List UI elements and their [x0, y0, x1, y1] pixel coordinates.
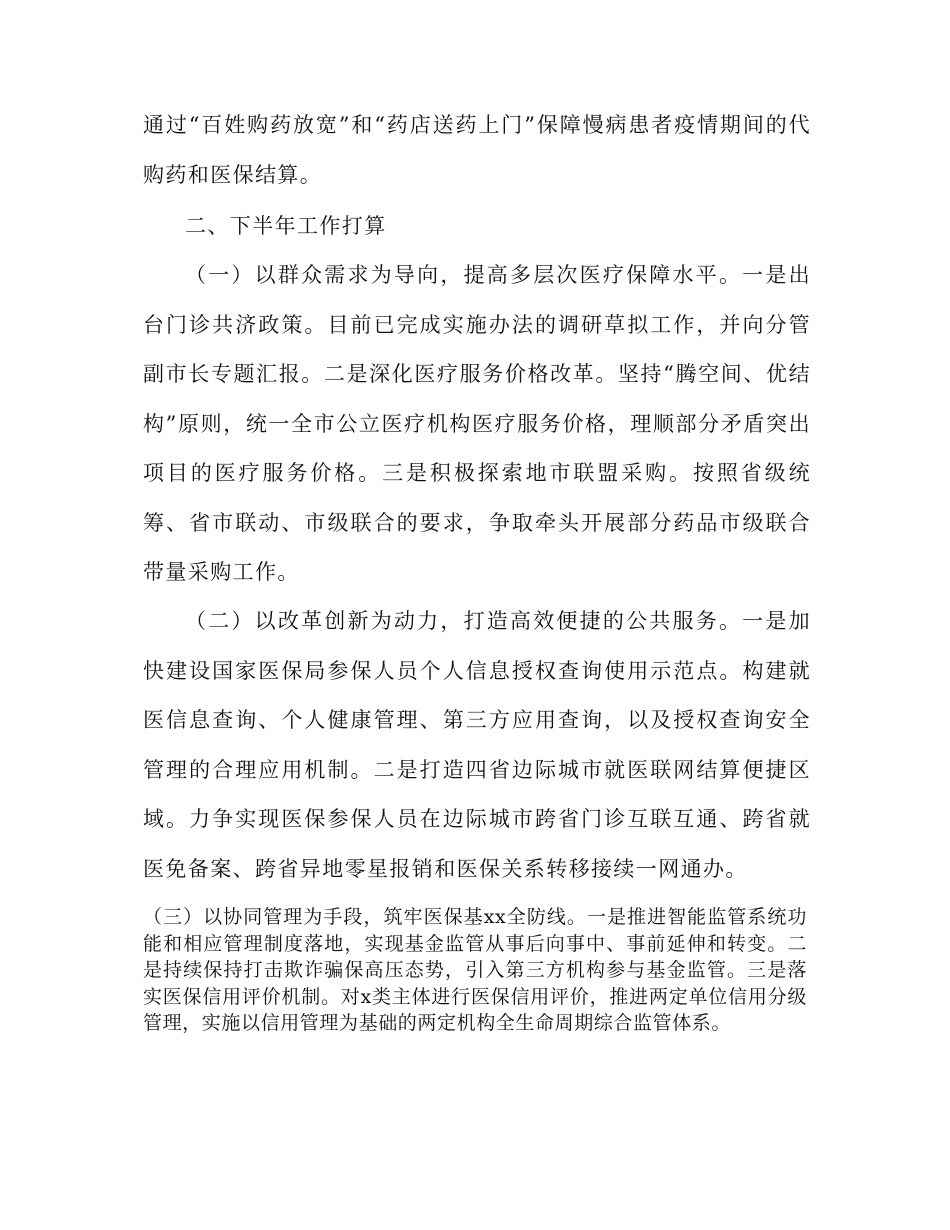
paragraph-item-1: （一）以群众需求为导向，提高多层次医疗保障水平。一是出台门诊共济政策。目前已完成实施办法的调研草拟工作，并向分管副市长专题汇报。二是深化医疗服务价格改革。坚持“腾空间、优结构”原则，统一全市公立医疗机构医疗服务价格，理顺部分矛盾突出项目的医疗服务价格。三是积极探索地市联盟采购。按照省级统筹、省市联动、市级联合的要求，争取牵头开展部分药品市级联合带量采购工作。: [143, 263, 811, 584]
paragraph-continuation: 通过“百姓购药放宽”和“药店送药上门”保障慢病患者疫情期间的代购药和医保结算。: [143, 113, 811, 187]
section-heading: 二、下半年工作打算: [185, 214, 387, 238]
paragraph-item-3: （三）以协同管理为手段，筑牢医保基xx全防线。一是推进智能监管系统功能和相应管理制度落地，实现基金监管从事后向事中、事前延伸和转变。二是持续保持打击欺诈骗保高压态势，引入第三方机构参与基金监管。三是落实医保信用评价机制。对x类主体进行医保信用评价，推进两定单位信用分级管理，实施以信用管理为基础的两定机构全生命周期综合监管体系。: [143, 906, 807, 1034]
paragraph-item-2: （二）以改革创新为动力，打造高效便捷的公共服务。一是加快建设国家医保局参保人员个人信息授权查询使用示范点。构建就医信息查询、个人健康管理、第三方应用查询，以及授权查询安全管理的合理应用机制。二是打造四省边际城市就医联网结算便捷区域。力争实现医保参保人员在边际城市跨省门诊互联互通、跨省就医免备案、跨省异地零星报销和医保关系转移接续一网通办。: [143, 609, 811, 881]
